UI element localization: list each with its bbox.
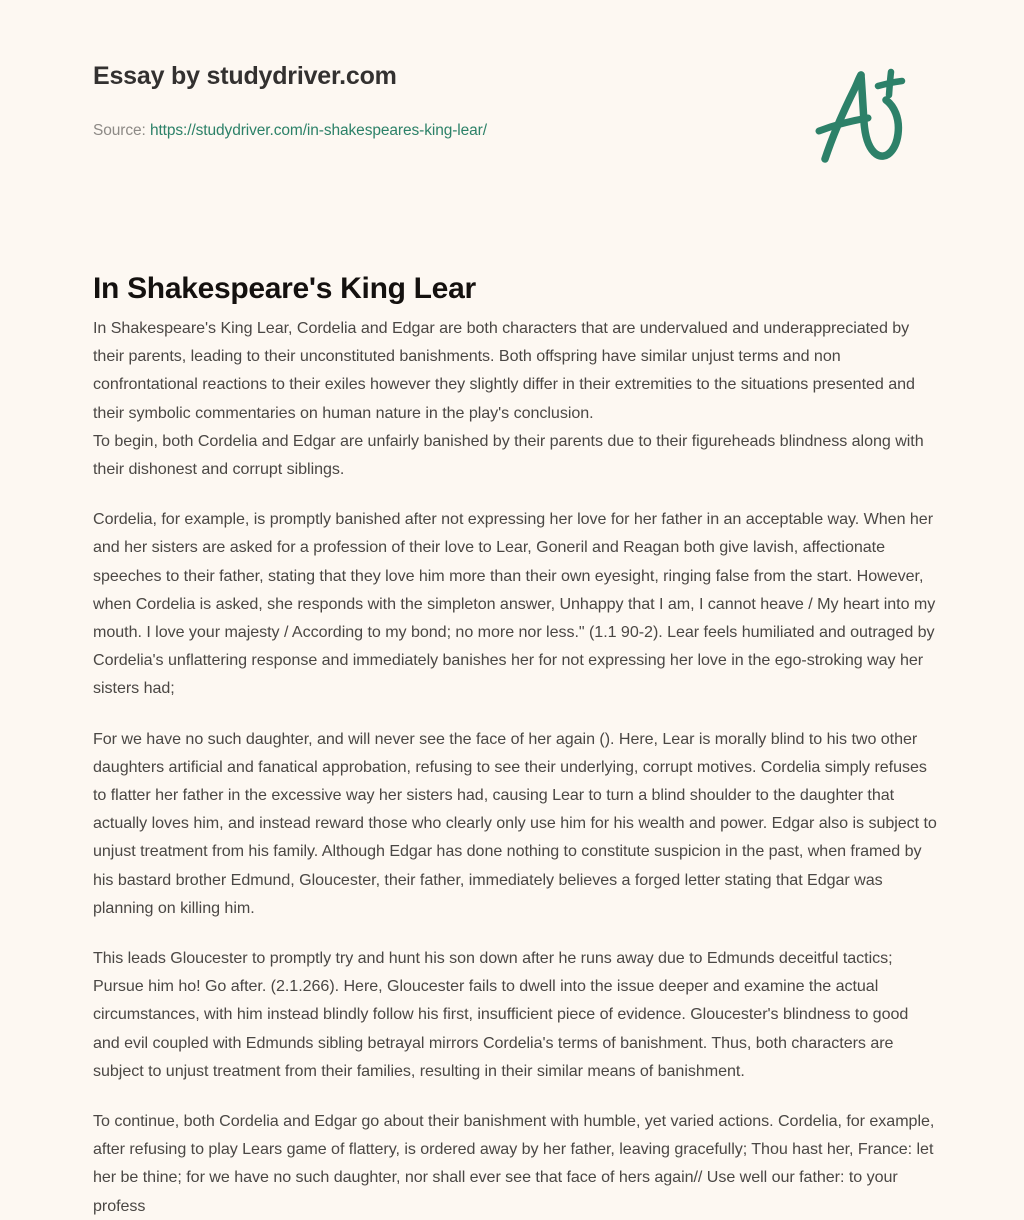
paragraph: Cordelia, for example, is promptly banished after not expressing her love for her father in an acceptable way. When her and her sisters are asked for a profession of their love to Lear, Goneril and Reagan both give lavish, affectionate speeches to their father, stating that they love him more than their own eyesight, ringing false from the start. However, when Cordelia is asked, she responds with the simpleton answer, Unhappy that I am, I cannot heave / My heart into my mouth. I love your majesty / According to my bond; no more nor less." (1.1 90-2). Lear feels humiliated and outraged by Cordelia's unflattering response and immediately banishes her for not expressing her love in the ego-stroking way her sisters had; [93,510,936,698]
source-label: Source: [93,122,146,139]
essay-body [93,314,938,1220]
page-title: In Shakespeare's King Lear [93,272,476,306]
paragraph: To begin, both Cordelia and Edgar are unfairly banished by their parents due to their figureheads blindness along with their dishonest and corrupt siblings. [93,431,924,479]
paragraph: For we have no such daughter, and will never see the face of her again (). Here, Lear is morally blind to his two other daughters artificial and fanatical approbation, refusing to see their underlying, corrupt motives. Cordelia simply refuses to flatter her father in the excessive way her sisters had, causing Lear to turn a blind shoulder to the daughter that actually loves him, and instead reward those who clearly only use him for his wealth and power. Edgar also is subject to unjust treatment from his family. Although Edgar has done nothing to constitute suspicion in the past, when framed by his bastard brother Edmund, Gloucester, their father, immediately believes a forged letter stating that Edgar was planning on killing him. [93,729,937,917]
paragraph: To continue, both Cordelia and Edgar go about their banishment with humble, yet varied actions. Cordelia, for example, after refusing to play Lears game of flattery, is ordered away by her father, leaving gracefully; Thou hast her, France: let her be thine; for we have no such daughter, nor shall ever see that face of hers again// Use well our father: to your profess [93,1112,935,1215]
paragraph: In Shakespeare's King Lear, Cordelia and Edgar are both characters that are undervalued and underappreciated by their parents, leading to their unconstituted banishments. Both offspring have similar unjust terms and non confrontational reactions to their exiles however they slightly differ in their extremities to the situations presented and their symbolic commentaries on human nature in the play's conclusion. [93,319,915,422]
byline-essay-by: Essay by studydriver.com [93,62,397,90]
page-header [0,0,1024,200]
source-line [93,122,487,140]
paragraph: This leads Gloucester to promptly try and hunt his son down after he runs away due to Edmunds deceitful tactics; Pursue him ho! Go after. (2.1.266). Here, Gloucester fails to dwell into the issue deeper and examine the actual circumstances, with him instead blindly follow his first, insufficient piece of evidence. Gloucester's blindness to good and evil coupled with Edmunds sibling betrayal mirrors Cordelia's terms of banishment. Thus, both characters are subject to unjust treatment from their families, resulting in their similar means of banishment. [93,949,909,1080]
a-plus-handwritten-logo-icon [812,62,912,167]
source-url-link[interactable]: https://studydriver.com/in-shakespeares-king-lear/ [149,122,487,139]
